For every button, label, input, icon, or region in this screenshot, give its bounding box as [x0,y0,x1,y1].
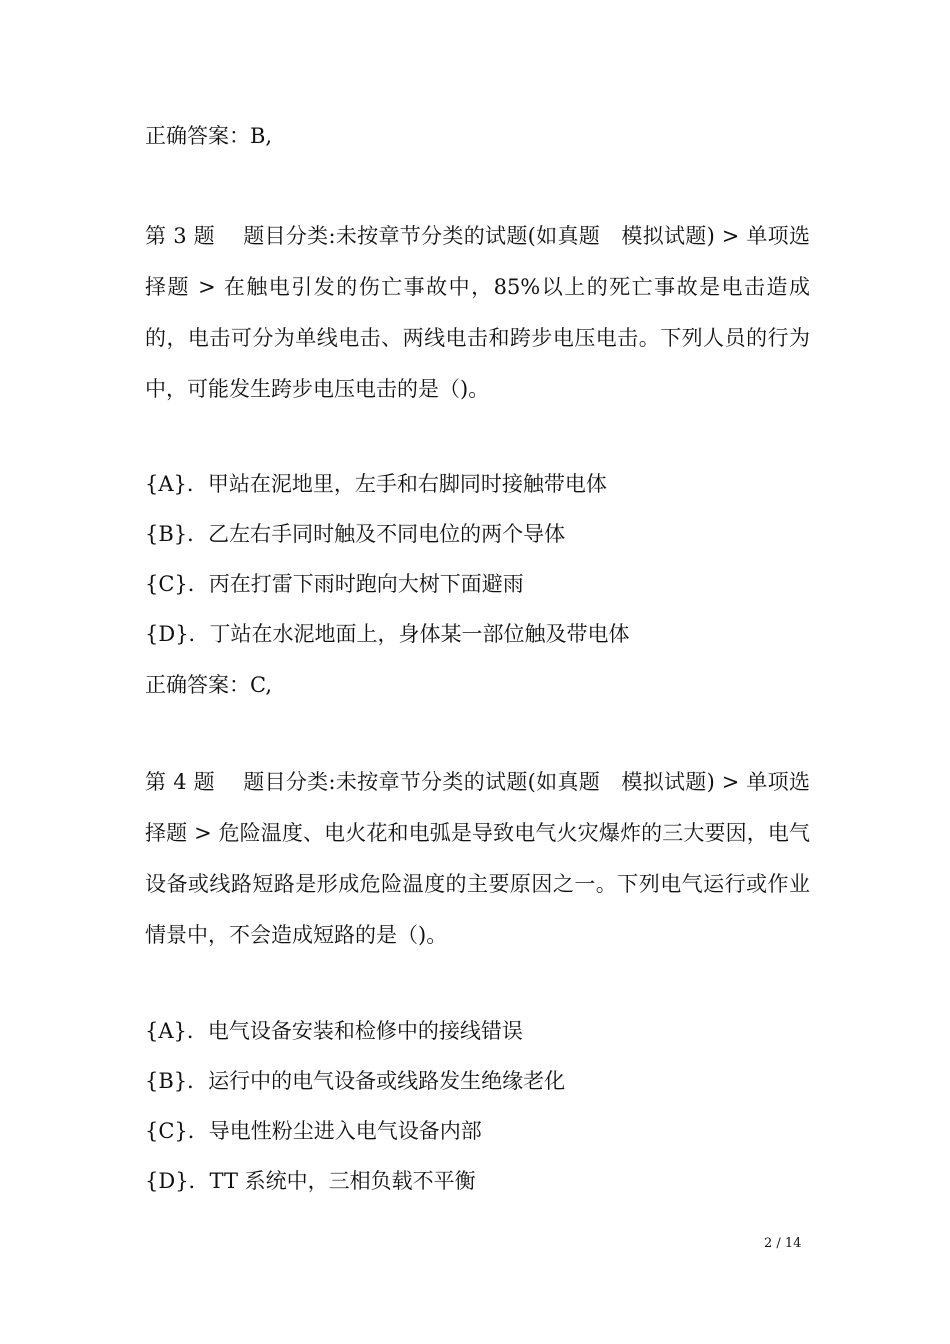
question-3-option-b: {B}．乙左右手同时触及不同电位的两个导体 [145,522,566,546]
question-4-option-a: {A}．电气设备安装和检修中的接线错误 [145,1019,523,1043]
question-3-text: 第 3 题 题目分类:未按章节分类的试题(如真题 模拟试题) > 单项选择题 > 在触电引发的伤亡事故中，85%以上的死亡事故是电击造成的，电击可分为单线电击、两线电击和跨步电压电击。下列人员的行为中，可能发生跨步电压电击的是（)。 [145,224,810,401]
question-3-option-c: {C}．丙在打雷下雨时跑向大树下面避雨 [145,572,524,596]
question-4-text: 第 4 题 题目分类:未按章节分类的试题(如真题 模拟试题) > 单项选择题 > 危险温度、电火花和电弧是导致电气火灾爆炸的三大要因，电气设备或线路短路是形成危险温度的主要原因之一。下列电气运行或作业情景中，不会造成短路的是（)。 [145,770,810,947]
page-number: 2 / 14 [764,1236,802,1251]
question-3-answer: 正确答案：C, [145,673,272,697]
question-4-option-d: {D}．TT 系统中，三相负载不平衡 [145,1169,476,1193]
question-3-option-a: {A}．甲站在泥地里，左手和右脚同时接触带电体 [145,472,607,496]
previous-answer: 正确答案：B, [145,124,273,148]
question-4-option-c: {C}．导电性粉尘进入电气设备内部 [145,1119,482,1143]
question-3-option-d: {D}．丁站在水泥地面上，身体某一部位触及带电体 [145,622,630,646]
question-4-option-b: {B}．运行中的电气设备或线路发生绝缘老化 [145,1069,566,1093]
